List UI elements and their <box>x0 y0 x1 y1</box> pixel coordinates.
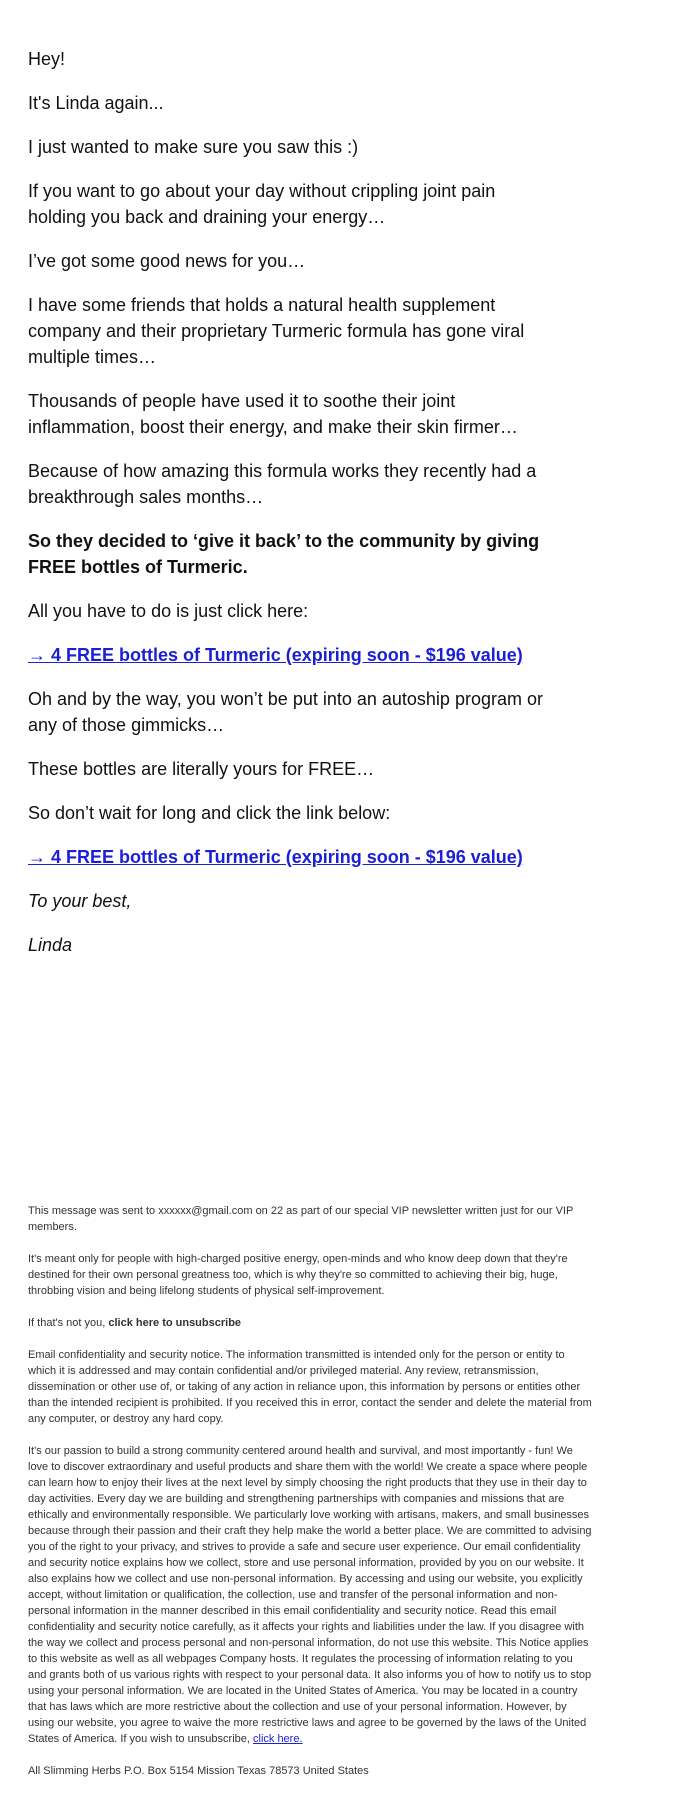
offer-link-row <box>28 844 548 870</box>
body-paragraph: Oh and by the way, you won’t be put into an autoship program or any of those gimmicks… <box>28 689 543 735</box>
body-paragraph: I’ve got some good news for you… <box>28 251 306 271</box>
signoff: To your best, <box>28 891 132 911</box>
unsubscribe-prefix: If that's not you, <box>28 1317 109 1329</box>
signature: Linda <box>28 935 73 955</box>
body-paragraph: Because of how amazing this formula works they recently had a breakthrough sales months… <box>28 461 537 507</box>
greeting: Hey! <box>28 49 66 69</box>
body-paragraph: I just wanted to make sure you saw this :) <box>28 137 359 157</box>
body-paragraph: If you want to go about your day without crippling joint pain holding you back and draining your energy… <box>28 181 496 227</box>
body-paragraph: It's Linda again... <box>28 93 164 113</box>
offer-link[interactable]: → 4 FREE bottles of Turmeric (expiring soon - $196 value) <box>28 847 523 867</box>
body-paragraph: Thousands of people have used it to soothe their joint inflammation, boost their energy, and make their skin firmer… <box>28 391 518 437</box>
body-paragraph: I have some friends that holds a natural health supplement company and their proprietary Turmeric formula has gone viral multiple times… <box>28 295 525 367</box>
body-paragraph: These bottles are literally yours for FREE… <box>28 759 375 779</box>
confidentiality-heading: Email confidentiality and security notice. <box>28 1349 224 1361</box>
email-body <box>28 46 548 976</box>
offer-link-row <box>28 642 548 668</box>
email-footer <box>28 1203 594 1795</box>
offer-link[interactable]: → 4 FREE bottles of Turmeric (expiring soon - $196 value) <box>28 645 523 665</box>
privacy-text: It's our passion to build a strong community centered around health and survival, and most importantly - fun! We love to discover extraordinary and useful products and share them with the world! We create a space where people can learn how to enjoy their lives at the next level by simply choosing the right products that they use in their day to day activities. Every day we are building and strengthening partnerships with companies and missions that are ethically and environmentally responsible. We particularly love working with artisans, makers, and small businesses because through their passion and their craft they help make the world a better place. We are committed to advising you of the right to your privacy, and strives to provide a safe and secure user experience. Our email confidentiality and security notice explains how we collect, store and use personal information, provided by you on our website. It also explains how we collect and use non-personal information. By accessing and using our website, you explicitly accept, without limitation or qualification, the collection, use and transfer of the personal information and non-personal information in the manner described in this email confidentiality and security notice. Read this email confidentiality and security notice carefully, as it affects your rights and liabilities under the law. If you disagree with the way we collect and process personal and non-personal information, do not use this website. This Notice applies to this website as well as all webpages Company hosts. It regulates the processing of information relating to you and grants both of us various rights with respect to your personal data. It also informs you of how to notify us to stop using your personal information. We are located in the United States of America. You may be located in a country that has laws which are more restrictive about the collection and use of your personal information. However, by using our website, you agree to waive the more restrictive laws and agree to be governed by the laws of the United States of America. If you wish to unsubscribe, <box>28 1445 592 1745</box>
unsubscribe-line <box>28 1315 594 1331</box>
postal-address: All Slimming Herbs P.O. Box 5154 Mission Texas 78573 United States <box>28 1765 369 1777</box>
audience-text: It's meant only for people with high-charged positive energy, open-minds and who know deep down that they're destined for their own personal greatness too, which is why they're so committed to achieving their big, huge, throbbing vision and being lifelong students of physical self-improvement. <box>28 1253 568 1297</box>
sent-notice: This message was sent to xxxxxx@gmail.com on 22 as part of our special VIP newsletter written just for our VIP members. <box>28 1205 574 1233</box>
unsubscribe-link[interactable]: click here to unsubscribe <box>108 1317 242 1329</box>
confidentiality-text: The information transmitted is intended only for the person or entity to which it is addressed and may contain confidential and/or privileged material. Any review, retransmission, dissemination or other use of, or taking of any action in reliance upon, this information by persons or entities other than the intended recipient is prohibited. If you received this in error, contact the sender and delete the material from any computer, or destroy any hard copy. <box>28 1349 592 1425</box>
unsubscribe-link[interactable]: click here. <box>253 1733 303 1745</box>
confidentiality-notice <box>28 1347 594 1427</box>
highlight-paragraph: So they decided to ‘give it back’ to the community by giving FREE bottles of Turmeric. <box>28 531 540 577</box>
body-paragraph: All you have to do is just click here: <box>28 601 309 621</box>
privacy-passage <box>28 1443 594 1747</box>
body-paragraph: So don’t wait for long and click the link below: <box>28 803 391 823</box>
